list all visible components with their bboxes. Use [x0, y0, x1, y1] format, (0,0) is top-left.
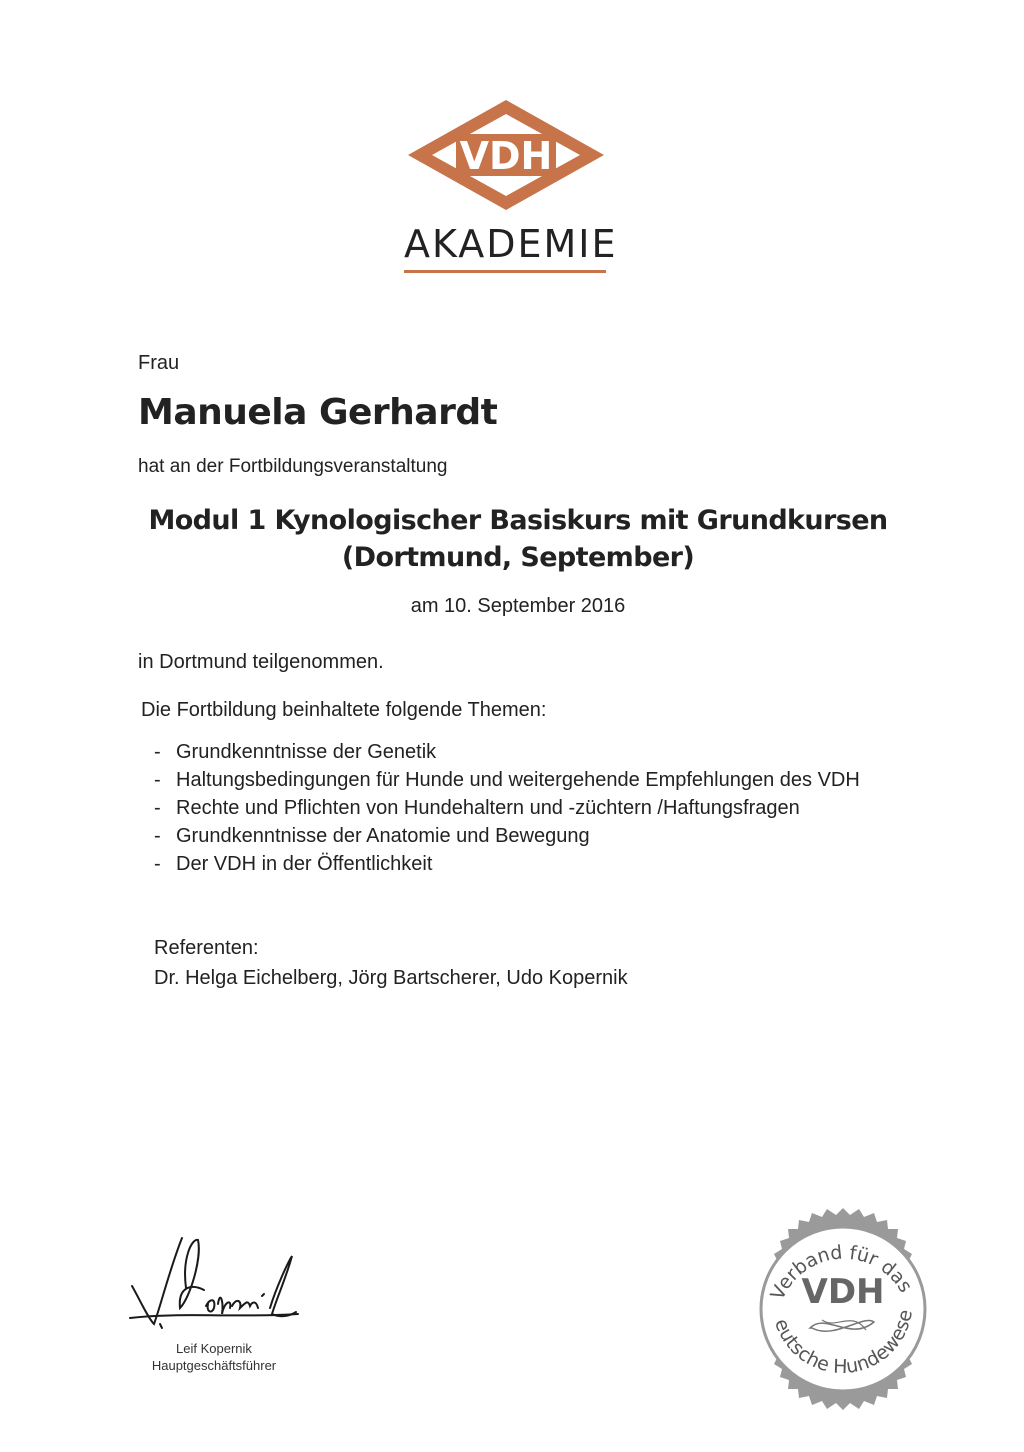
akademie-title: AKADEMIE: [404, 222, 618, 266]
seal-icon: [740, 1206, 946, 1412]
course-title-line-2: (Dortmund, September): [341, 542, 695, 573]
vdh-seal-stamp: [740, 1206, 946, 1412]
course-date: am 10. September 2016: [410, 595, 626, 617]
referents-names: Dr. Helga Eichelberg, Jörg Bartscherer, Udo Kopernik: [154, 967, 628, 989]
course-place: in Dortmund teilgenommen.: [138, 651, 384, 673]
topic-item: - Haltungsbedingungen für Hunde und weitergehende Empfehlungen des VDH: [150, 768, 910, 793]
topics-intro: Die Fortbildung beinhaltete folgende Themen:: [141, 699, 547, 721]
vdh-diamond-icon: [400, 96, 612, 226]
seal-center-text: VDH: [801, 1272, 885, 1312]
topic-item: - Grundkenntnisse der Genetik: [150, 740, 910, 765]
topic-item: - Der VDH in der Öffentlichkeit: [150, 852, 910, 877]
signatory-name: Leif Kopernik: [176, 1341, 252, 1356]
logo-text: VDH: [459, 134, 553, 178]
seal-top-text: Verband für das: [766, 1241, 917, 1304]
handwritten-signature: [120, 1228, 310, 1338]
recipient-name: Manuela Gerhardt: [138, 392, 498, 433]
salutation: Frau: [138, 352, 180, 374]
referents-label: Referenten:: [154, 937, 259, 959]
topics-list: [150, 740, 910, 880]
seal-bottom-text: eutsche Hundewese: [769, 1307, 918, 1379]
signatory-title: Hauptgeschäftsführer: [151, 1358, 277, 1373]
topic-item: - Grundkenntnisse der Anatomie und Bewegung: [150, 824, 910, 849]
topic-item: - Rechte und Pflichten von Hundehaltern und -züchtern /Haftungsfragen: [150, 796, 910, 821]
intro-text: hat an der Fortbildungsveranstaltung: [138, 456, 448, 477]
akademie-underline: [404, 270, 606, 273]
course-title: [138, 502, 898, 576]
course-title-line-1: Modul 1 Kynologischer Basiskurs mit Grundkursen: [148, 505, 888, 536]
